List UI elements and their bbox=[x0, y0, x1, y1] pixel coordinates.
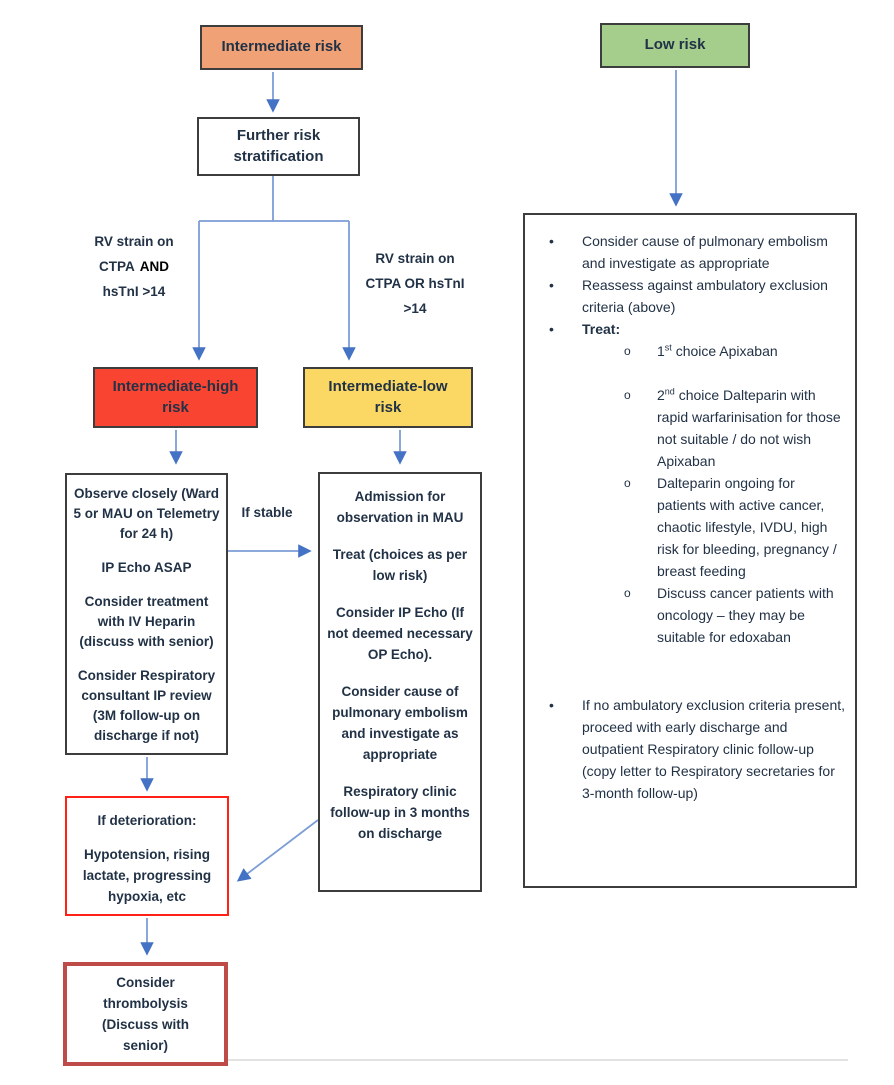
panel-subbullet-dalteparin-ongoing: o Dalteparin ongoing for patients with active cancer, chaotic lifestyle, IVDU, high risk for bleeding, pregnancy / breast feeding bbox=[624, 472, 845, 582]
panel-bullet-reassess: • Reassess against ambulatory exclusion criteria (above) bbox=[549, 274, 845, 318]
branch-and-line2: CTPA AND bbox=[99, 259, 169, 274]
admission-paragraph: Consider IP Echo (If not deemed necessary OP Echo). bbox=[327, 605, 473, 662]
node-admission-mau bbox=[318, 472, 482, 892]
deterioration-title: If deterioration: bbox=[97, 813, 197, 828]
branch-and-line3: hsTnI >14 bbox=[102, 284, 166, 299]
observe-paragraph: Consider Respiratory consultant IP review (3M follow-up on discharge if not) bbox=[77, 668, 216, 743]
ordinal-superscript: nd bbox=[664, 386, 675, 397]
bullet-icon: • bbox=[549, 277, 554, 293]
observe-paragraph: IP Echo ASAP bbox=[101, 560, 192, 575]
bullet-icon: • bbox=[549, 233, 554, 249]
panel-bullet-early-discharge: • If no ambulatory exclusion criteria present, proceed with early discharge and outpatient Respiratory clinic follow-up (copy letter to Respiratory secretaries for 3-month follow-up) bbox=[549, 694, 845, 804]
node-low-risk-label: Low risk bbox=[644, 36, 706, 54]
node-further-risk-label: Further risk stratification bbox=[233, 127, 324, 165]
panel-subbullet-first-choice: o 1st choice Apixaban bbox=[624, 340, 845, 362]
node-intermediate-risk bbox=[200, 25, 363, 70]
sub-bullet-icon: o bbox=[624, 388, 631, 402]
panel-bullet-treat: • Treat: bbox=[549, 318, 845, 340]
branch-condition-or bbox=[352, 246, 478, 321]
node-observe-closely bbox=[65, 473, 228, 755]
bullet-icon: • bbox=[549, 697, 554, 713]
bullet-icon: • bbox=[549, 321, 554, 337]
thrombolysis-label: Consider thrombolysis (Discuss with senior) bbox=[101, 975, 190, 1053]
observe-paragraph: Observe closely (Ward 5 or MAU on Telemetry for 24 h) bbox=[73, 486, 220, 541]
low-risk-management-panel bbox=[523, 213, 857, 888]
branch-and-line1: RV strain on bbox=[94, 234, 174, 249]
node-if-deterioration bbox=[65, 796, 229, 916]
edge-label-if-stable: If stable bbox=[241, 505, 293, 520]
admission-paragraph: Treat (choices as per low risk) bbox=[332, 547, 468, 583]
deterioration-body: Hypotension, rising lactate, progressing hypoxia, etc bbox=[82, 847, 212, 904]
branch-condition-and bbox=[78, 229, 190, 304]
node-intermediate-low-risk bbox=[303, 367, 473, 428]
node-intermediate-high-risk bbox=[93, 367, 258, 428]
admission-paragraph: Respiratory clinic follow-up in 3 months on discharge bbox=[330, 784, 470, 841]
observe-paragraph: Consider treatment with IV Heparin (discuss with senior) bbox=[79, 594, 214, 649]
branch-or-line2: CTPA OR hsTnI bbox=[365, 276, 465, 291]
admission-paragraph: Consider cause of pulmonary embolism and investigate as appropriate bbox=[332, 684, 468, 762]
node-consider-thrombolysis bbox=[63, 962, 228, 1066]
ordinal-superscript: st bbox=[664, 342, 672, 353]
admission-paragraph: Admission for observation in MAU bbox=[336, 489, 464, 525]
branch-and-operator: AND bbox=[139, 259, 169, 274]
sub-bullet-icon: o bbox=[624, 476, 631, 490]
node-further-risk-stratification bbox=[197, 117, 360, 176]
node-intermediate-risk-label: Intermediate risk bbox=[221, 38, 342, 56]
branch-or-line1: RV strain on bbox=[375, 251, 455, 266]
sub-bullet-icon: o bbox=[624, 586, 631, 600]
node-intermediate-high-label: Intermediate-high risk bbox=[112, 378, 239, 416]
branch-or-line3: >14 bbox=[403, 301, 427, 316]
node-intermediate-low-label: Intermediate-low risk bbox=[328, 378, 448, 416]
panel-subbullet-second-choice: o 2nd choice Dalteparin with rapid warfarinisation for those not suitable / do not wish Apixaban bbox=[624, 384, 845, 472]
panel-bullet-consider-cause: • Consider cause of pulmonary embolism and investigate as appropriate bbox=[549, 230, 845, 274]
sub-bullet-icon: o bbox=[624, 344, 631, 358]
node-low-risk bbox=[600, 23, 750, 68]
panel-subbullet-discuss-oncology: o Discuss cancer patients with oncology – they may be suitable for edoxaban bbox=[624, 582, 845, 648]
